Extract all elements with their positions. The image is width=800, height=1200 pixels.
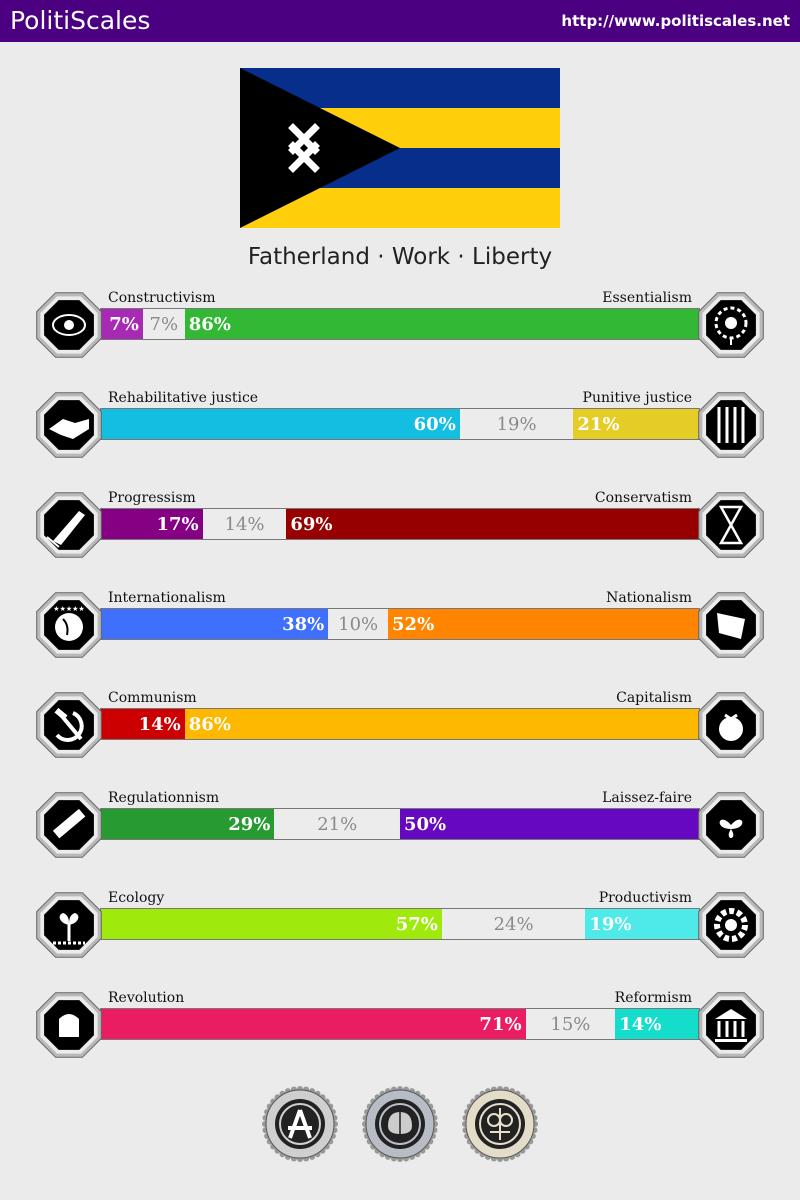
gear-icon [695, 889, 767, 961]
axis-right-label: Productivism [598, 890, 692, 906]
axis-row [0, 789, 800, 869]
axis-left-segment: 57% [101, 909, 442, 939]
axis-right-label: Essentialism [602, 290, 692, 306]
axis-row [0, 289, 800, 369]
fist-icon [33, 989, 105, 1061]
axis-row [0, 589, 800, 669]
prison-bars-icon [695, 389, 767, 461]
axis-bar [100, 608, 700, 640]
handshake-icon [33, 389, 105, 461]
axis-row [0, 989, 800, 1069]
butterflies-icon [695, 789, 767, 861]
axis-left-label: Internationalism [108, 590, 226, 606]
flower-icon [695, 289, 767, 361]
axis-bar [100, 308, 700, 340]
axis-right-segment: 14% [615, 1009, 699, 1039]
axis-left-label: Ecology [108, 890, 165, 906]
axis-left-label: Communism [108, 690, 197, 706]
axis-row [0, 489, 800, 569]
axis-neutral-segment: 24% [442, 909, 586, 939]
achievement-brain[interactable] [362, 1086, 438, 1162]
axis-right-label: Capitalism [616, 690, 692, 706]
axis-bar [100, 1008, 700, 1040]
axis-bar [100, 908, 700, 940]
achievement-religion[interactable] [462, 1086, 538, 1162]
axis-right-segment: 19% [585, 909, 699, 939]
axis-right-segment: 86% [185, 709, 699, 739]
top-bar [0, 0, 800, 42]
eye-icon [33, 289, 105, 361]
axis-right-label: Conservatism [594, 490, 692, 506]
hammer-sickle-icon [33, 689, 105, 761]
axis-neutral-segment: 21% [274, 809, 400, 839]
axis-left-segment: 14% [101, 709, 185, 739]
axis-bar [100, 808, 700, 840]
religion-badge-icon [462, 1086, 538, 1162]
axis-left-segment: 17% [101, 509, 203, 539]
axis-neutral-segment: 14% [203, 509, 287, 539]
axis-bar [100, 508, 700, 540]
sprout-icon [33, 889, 105, 961]
slogan: Fatherland · Work · Liberty [247, 244, 553, 270]
axis-left-segment: 29% [101, 809, 274, 839]
axis-right-label: Nationalism [606, 590, 692, 606]
achievements [0, 1086, 800, 1166]
axis-neutral-segment: 7% [143, 309, 185, 339]
hourglass-icon [695, 489, 767, 561]
globe-icon [33, 589, 105, 661]
axis-row [0, 389, 800, 469]
axis-right-segment: 86% [185, 309, 699, 339]
axis-left-label: Revolution [108, 990, 185, 1006]
axis-left-label: Constructivism [108, 290, 216, 306]
rocket-icon [33, 489, 105, 561]
axis-right-segment: 69% [286, 509, 699, 539]
money-bag-icon [695, 689, 767, 761]
brand-name: PolitiScales [10, 6, 151, 35]
anarchy-badge-icon [262, 1086, 338, 1162]
flag-image [240, 68, 560, 228]
axis-right-label: Laissez-faire [602, 790, 692, 806]
achievement-anarchy[interactable] [262, 1086, 338, 1162]
axis-left-label: Progressism [108, 490, 196, 506]
parliament-icon [695, 989, 767, 1061]
axis-right-segment: 50% [400, 809, 699, 839]
axis-left-segment: 38% [101, 609, 328, 639]
axis-right-segment: 21% [573, 409, 699, 439]
axis-neutral-segment: 15% [526, 1009, 616, 1039]
site-url-link[interactable]: http://www.politiscales.net [561, 12, 790, 30]
axis-left-label: Rehabilitative justice [108, 390, 259, 406]
flag-icon [695, 589, 767, 661]
axis-left-label: Regulationnism [108, 790, 220, 806]
axis-neutral-segment: 19% [460, 409, 574, 439]
ruler-icon [33, 789, 105, 861]
axis-right-segment: 52% [388, 609, 699, 639]
axis-row [0, 689, 800, 769]
axis-bar [100, 708, 700, 740]
svg-text:★★★★★: ★★★★★ [53, 605, 85, 613]
axis-left-segment: 71% [101, 1009, 526, 1039]
axis-left-segment: 60% [101, 409, 460, 439]
axis-bar [100, 408, 700, 440]
axis-neutral-segment: 10% [328, 609, 388, 639]
brain-badge-icon [362, 1086, 438, 1162]
axis-right-label: Punitive justice [582, 390, 692, 406]
axis-row [0, 889, 800, 969]
axis-left-segment: 7% [101, 309, 143, 339]
axis-right-label: Reformism [614, 990, 692, 1006]
